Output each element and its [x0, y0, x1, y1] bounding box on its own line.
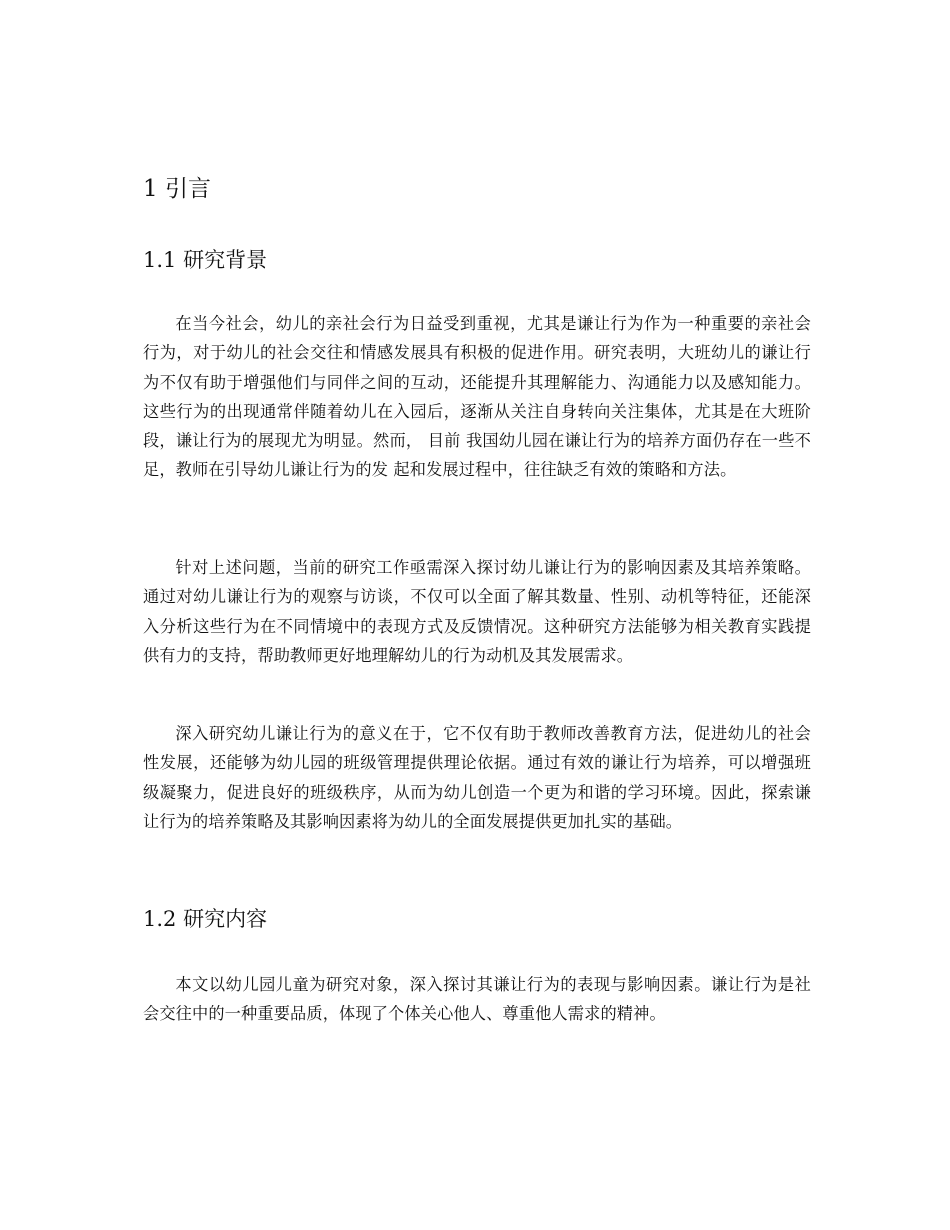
paragraph-background-3: 深入研究幼儿谦让行为的意义在于，它不仅有助于教师改善教育方法，促进幼儿的社会性发展，还能够为幼儿园的班级管理提供理论依据。通过有效的谦让行为培养，可以增强班级凝聚力，促进良好的班级秩序，从而为幼儿创造一个更为和谐的学习环境。因此，探索谦让行为的培养策略及其影响因素将为幼儿的全面发展提供更加扎实的基础。	[143, 724, 811, 831]
subsection-heading-content: 1.2 研究内容	[143, 907, 268, 931]
subsection-heading-background: 1.1 研究背景	[143, 248, 268, 272]
paragraph-content-1: 本文以幼儿园儿童为研究对象，深入探讨其谦让行为的表现与影响因素。谦让行为是社会交往中的一种重要品质，体现了个体关心他人、尊重他人需求的精神。	[143, 975, 811, 1024]
paragraph-background-1: 在当今社会，幼儿的亲社会行为日益受到重视，尤其是谦让行为作为一种重要的亲社会行为，对于幼儿的社会交往和情感发展具有积极的促进作用。研究表明，大班幼儿的谦让行为不仅有助于增强他们与同伴之间的互动，还能提升其理解能力、沟通能力以及感知能力。这些行为的出现通常伴随着幼儿在入园后，逐渐从关注自身转向关注集体，尤其是在大班阶段，谦让行为的展现尤为明显。然而， 目前 我国幼儿园在谦让行为的培养方面仍存在一些不足，教师在引导幼儿谦让行为的发 起和发展过程中，往往缺乏有效的策略和方法。	[143, 314, 811, 480]
section-heading: 1 引言	[143, 176, 211, 202]
paragraph-background-2: 针对上述问题，当前的研究工作亟需深入探讨幼儿谦让行为的影响因素及其培养策略。通过对幼儿谦让行为的观察与访谈，不仅可以全面了解其数量、性别、动机等特征，还能深入分析这些行为在不同情境中的表现方式及反馈情况。这种研究方法能够为相关教育实践提供有力的支持，帮助教师更好地理解幼儿的行为动机及其发展需求。	[143, 558, 811, 665]
